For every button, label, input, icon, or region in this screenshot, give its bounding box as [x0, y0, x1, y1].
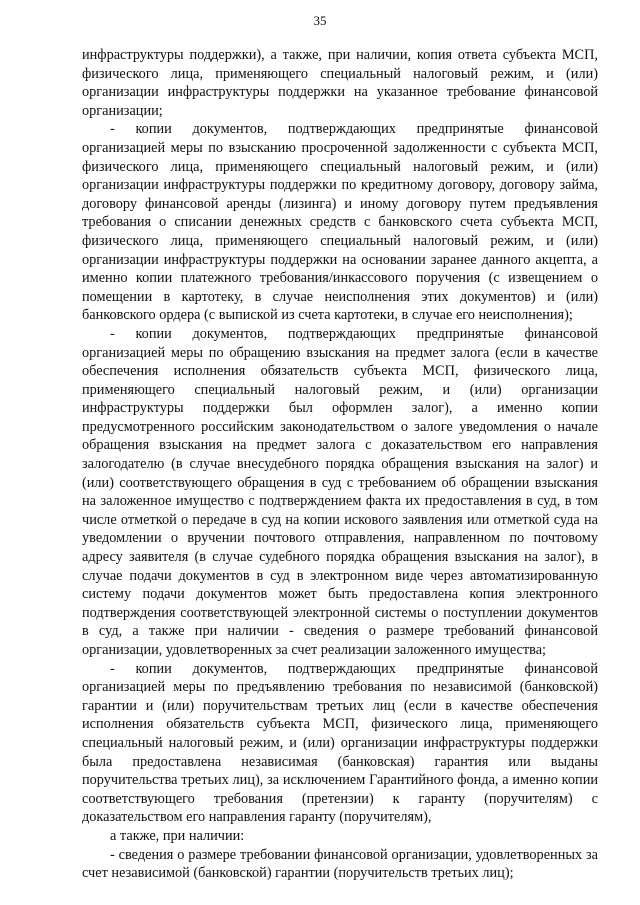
paragraph-guarantee-documents: - копии документов, подтверждающих предпринятые финансовой организацией меры по предъявлению требования по независимой (банковской) гарантии и (или) поручительствам третьих лиц (если в качестве обеспечения исполнения обязательств субъекта МСП, физического лица, применяющего специальный налоговый режим, и (или) организации инфраструктуры поддержки была предоставлена независимая (банковская) гарантия или выданы поручительства третьих лиц), за исключением Гарантийного фонда, а именно копии соответствующего требования (претензии) к гаранту (поручителям) с доказательством его направления гаранту (поручителям),	[82, 660, 598, 826]
paragraph-collateral-documents: - копии документов, подтверждающих предпринятые финансовой организацией меры по обращению взыскания на предмет залога (если в качестве обеспечения исполнения обязательств субъекта МСП, физического лица, применяющего специальный налоговый режим, и (или) организации инфраструктуры поддержки был оформлен залог), а именно копии предусмотренного российским законодательством о залоге уведомления о начале обращения взыскания на предмет залога с доказательством его направления залогодателю (в случае внесудебного порядка обращения взыскания на залог) и (или) соответствующего обращения в суд с требованием об обращении взыскания на заложенное имущество с подтверждением факта их предоставления в суд, в том числе отметкой о передаче в суд на копии искового заявления или отметкой суда на уведомлении о вручении почтового отправления, направленном по почтовому адресу заявителя (в случае судебного порядка обращения взыскания на залог), в случае подачи документов в суд в электронном виде через автоматизированную систему подачи документов может быть предоставлена копия электронного подтверждения соответствующей электронной системы о поступлении документов в суд, а также при наличии - сведения о размере требований финансовой организации, удовлетворенных за счет реализации заложенного имущества;	[82, 325, 598, 658]
paragraph-guarantee-amount-info: - сведения о размере требовании финансовой организации, удовлетворенных за счет независимой (банковской) гарантии (поручительств третьих лиц);	[82, 846, 598, 882]
paragraph-debt-collection-documents: - копии документов, подтверждающих предпринятые финансовой организацией меры по взысканию просроченной задолженности с субъекта МСП, физического лица, применяющего специальный налоговый режим, и (или) организации инфраструктуры поддержки по кредитному договору, договору займа, договору финансовой аренды (лизинга) и иному договору путем предъявления требования о списании денежных средств с банковского счета субъекта МСП, физического лица, применяющего специальный налоговый режим, и (или) организации инфраструктуры поддержки на основании заранее данного акцепта, а именно копии платежного требования/инкассового поручения (с извещением о помещении в картотеку, в случае неисполнения этих документов) и (или) банковского ордера (с выпиской из счета картотеки, в случае его неисполнения);	[82, 121, 598, 324]
page-body	[82, 46, 598, 883]
page-number: 35	[313, 13, 327, 28]
paragraph-if-available: а также, при наличии:	[110, 827, 245, 844]
paragraph-continuation: инфраструктуры поддержки), а также, при наличии, копия ответа субъекта МСП, физического лица, применяющего специальный налоговый режим, и (или) организации инфраструктуры поддержки на указанное требование финансовой организации;	[82, 47, 598, 119]
